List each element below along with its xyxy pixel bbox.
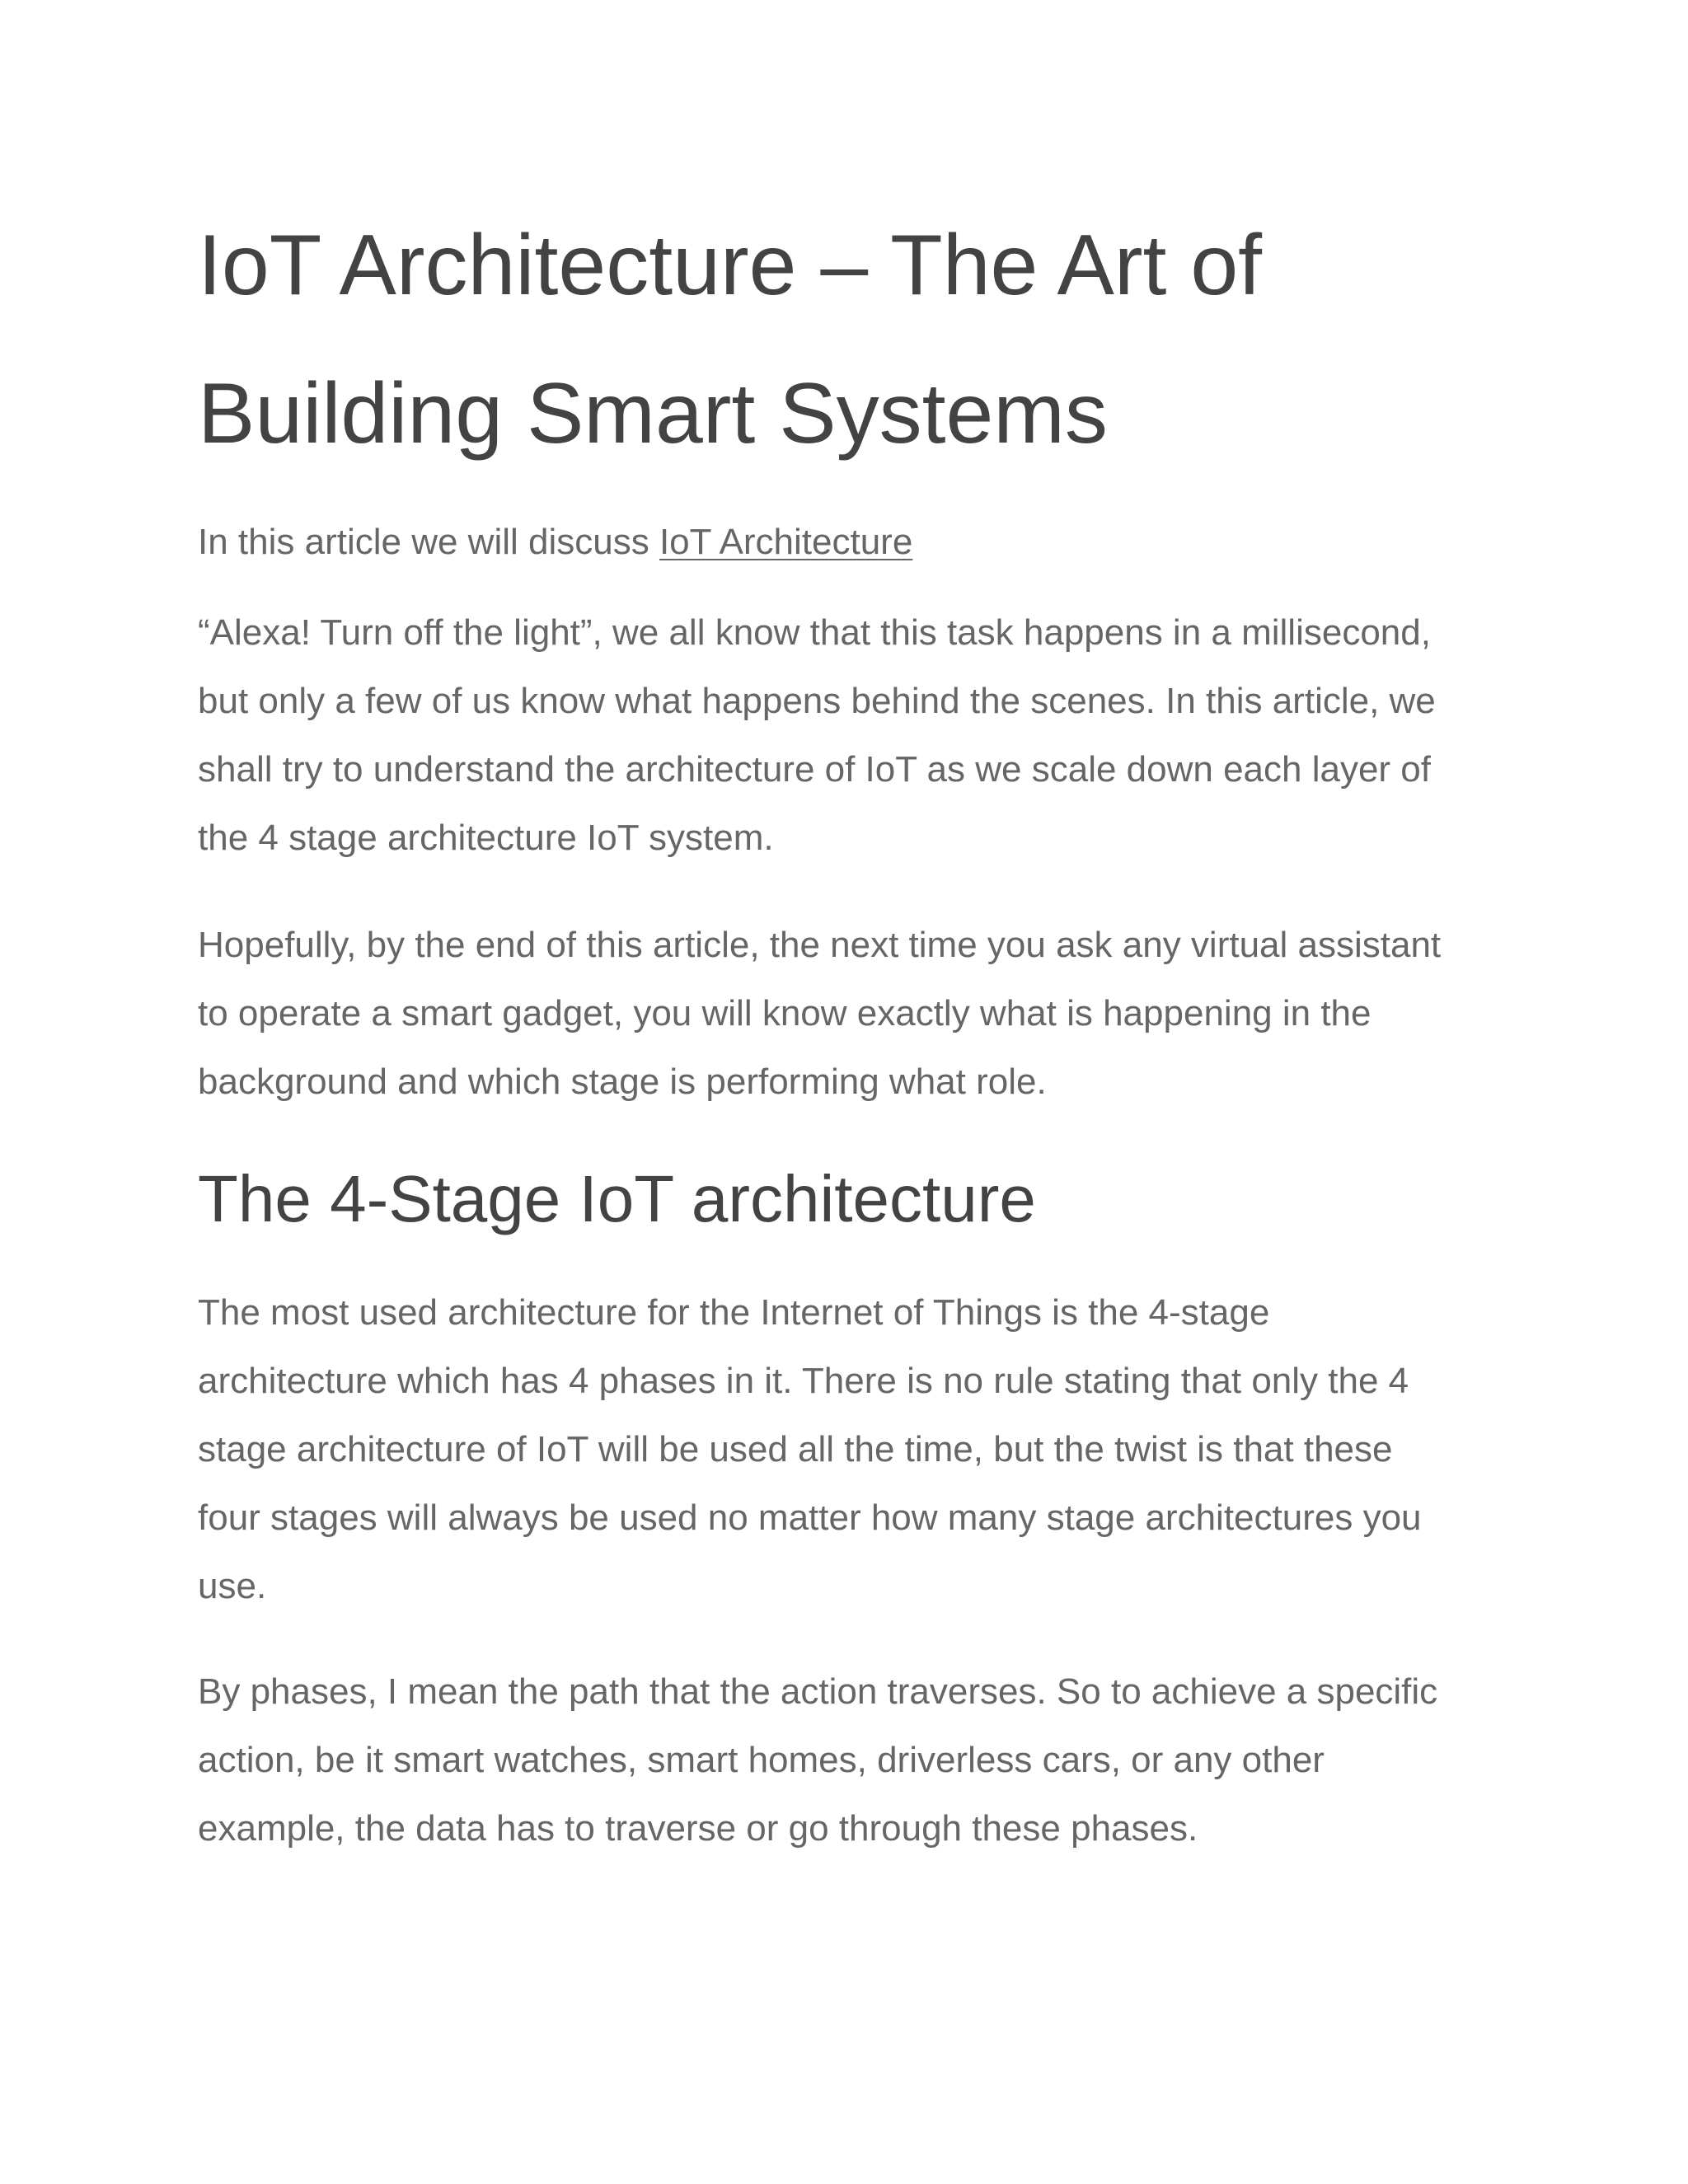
paragraph-line: background and which stage is performing what role. — [198, 1062, 1047, 1102]
iot-architecture-link[interactable]: IoT Architecture — [659, 522, 913, 562]
paragraph-line: the 4 stage architecture IoT system. — [198, 818, 774, 858]
paragraph-line: Hopefully, by the end of this article, the next time you ask any virtual assistant — [198, 925, 1442, 965]
paragraph-line: but only a few of us know what happens behind the scenes. In this article, we — [198, 681, 1436, 721]
paragraph-line: The most used architecture for the Internet of Things is the 4-stage — [198, 1292, 1270, 1333]
page-title-line-2: Building Smart Systems — [198, 366, 1108, 462]
paragraph-line: “Alexa! Turn off the light”, we all know that this task happens in a millisecond, — [198, 612, 1431, 653]
paragraph-line: example, the data has to traverse or go through these phases. — [198, 1808, 1198, 1849]
paragraph-line: four stages will always be used no matter how many stage architectures you — [198, 1497, 1422, 1538]
paragraph-line: stage architecture of IoT will be used all the time, but the twist is that these — [198, 1429, 1393, 1469]
paragraph-phases — [198, 1657, 1437, 1863]
intro-paragraph — [198, 518, 912, 567]
paragraph-line: action, be it smart watches, smart homes, driverless cars, or any other — [198, 1740, 1325, 1780]
intro-text: In this article we will discuss — [198, 522, 659, 562]
section-heading: The 4-Stage IoT architecture — [198, 1162, 1036, 1235]
paragraph-line: By phases, I mean the path that the action traverses. So to achieve a specific — [198, 1671, 1438, 1712]
paragraph-most-used-architecture — [198, 1278, 1422, 1620]
paragraph-line: use. — [198, 1566, 267, 1606]
paragraph-line: shall try to understand the architecture of IoT as we scale down each layer of — [198, 749, 1431, 790]
page-title-line-1: IoT Architecture – The Art of — [198, 218, 1263, 313]
paragraph-hopefully — [198, 911, 1441, 1116]
paragraph-line: to operate a smart gadget, you will know exactly what is happening in the — [198, 993, 1372, 1033]
page-title — [198, 191, 1484, 488]
paragraph-line: architecture which has 4 phases in it. There is no rule stating that only the 4 — [198, 1361, 1409, 1401]
paragraph-alexa — [198, 598, 1436, 872]
